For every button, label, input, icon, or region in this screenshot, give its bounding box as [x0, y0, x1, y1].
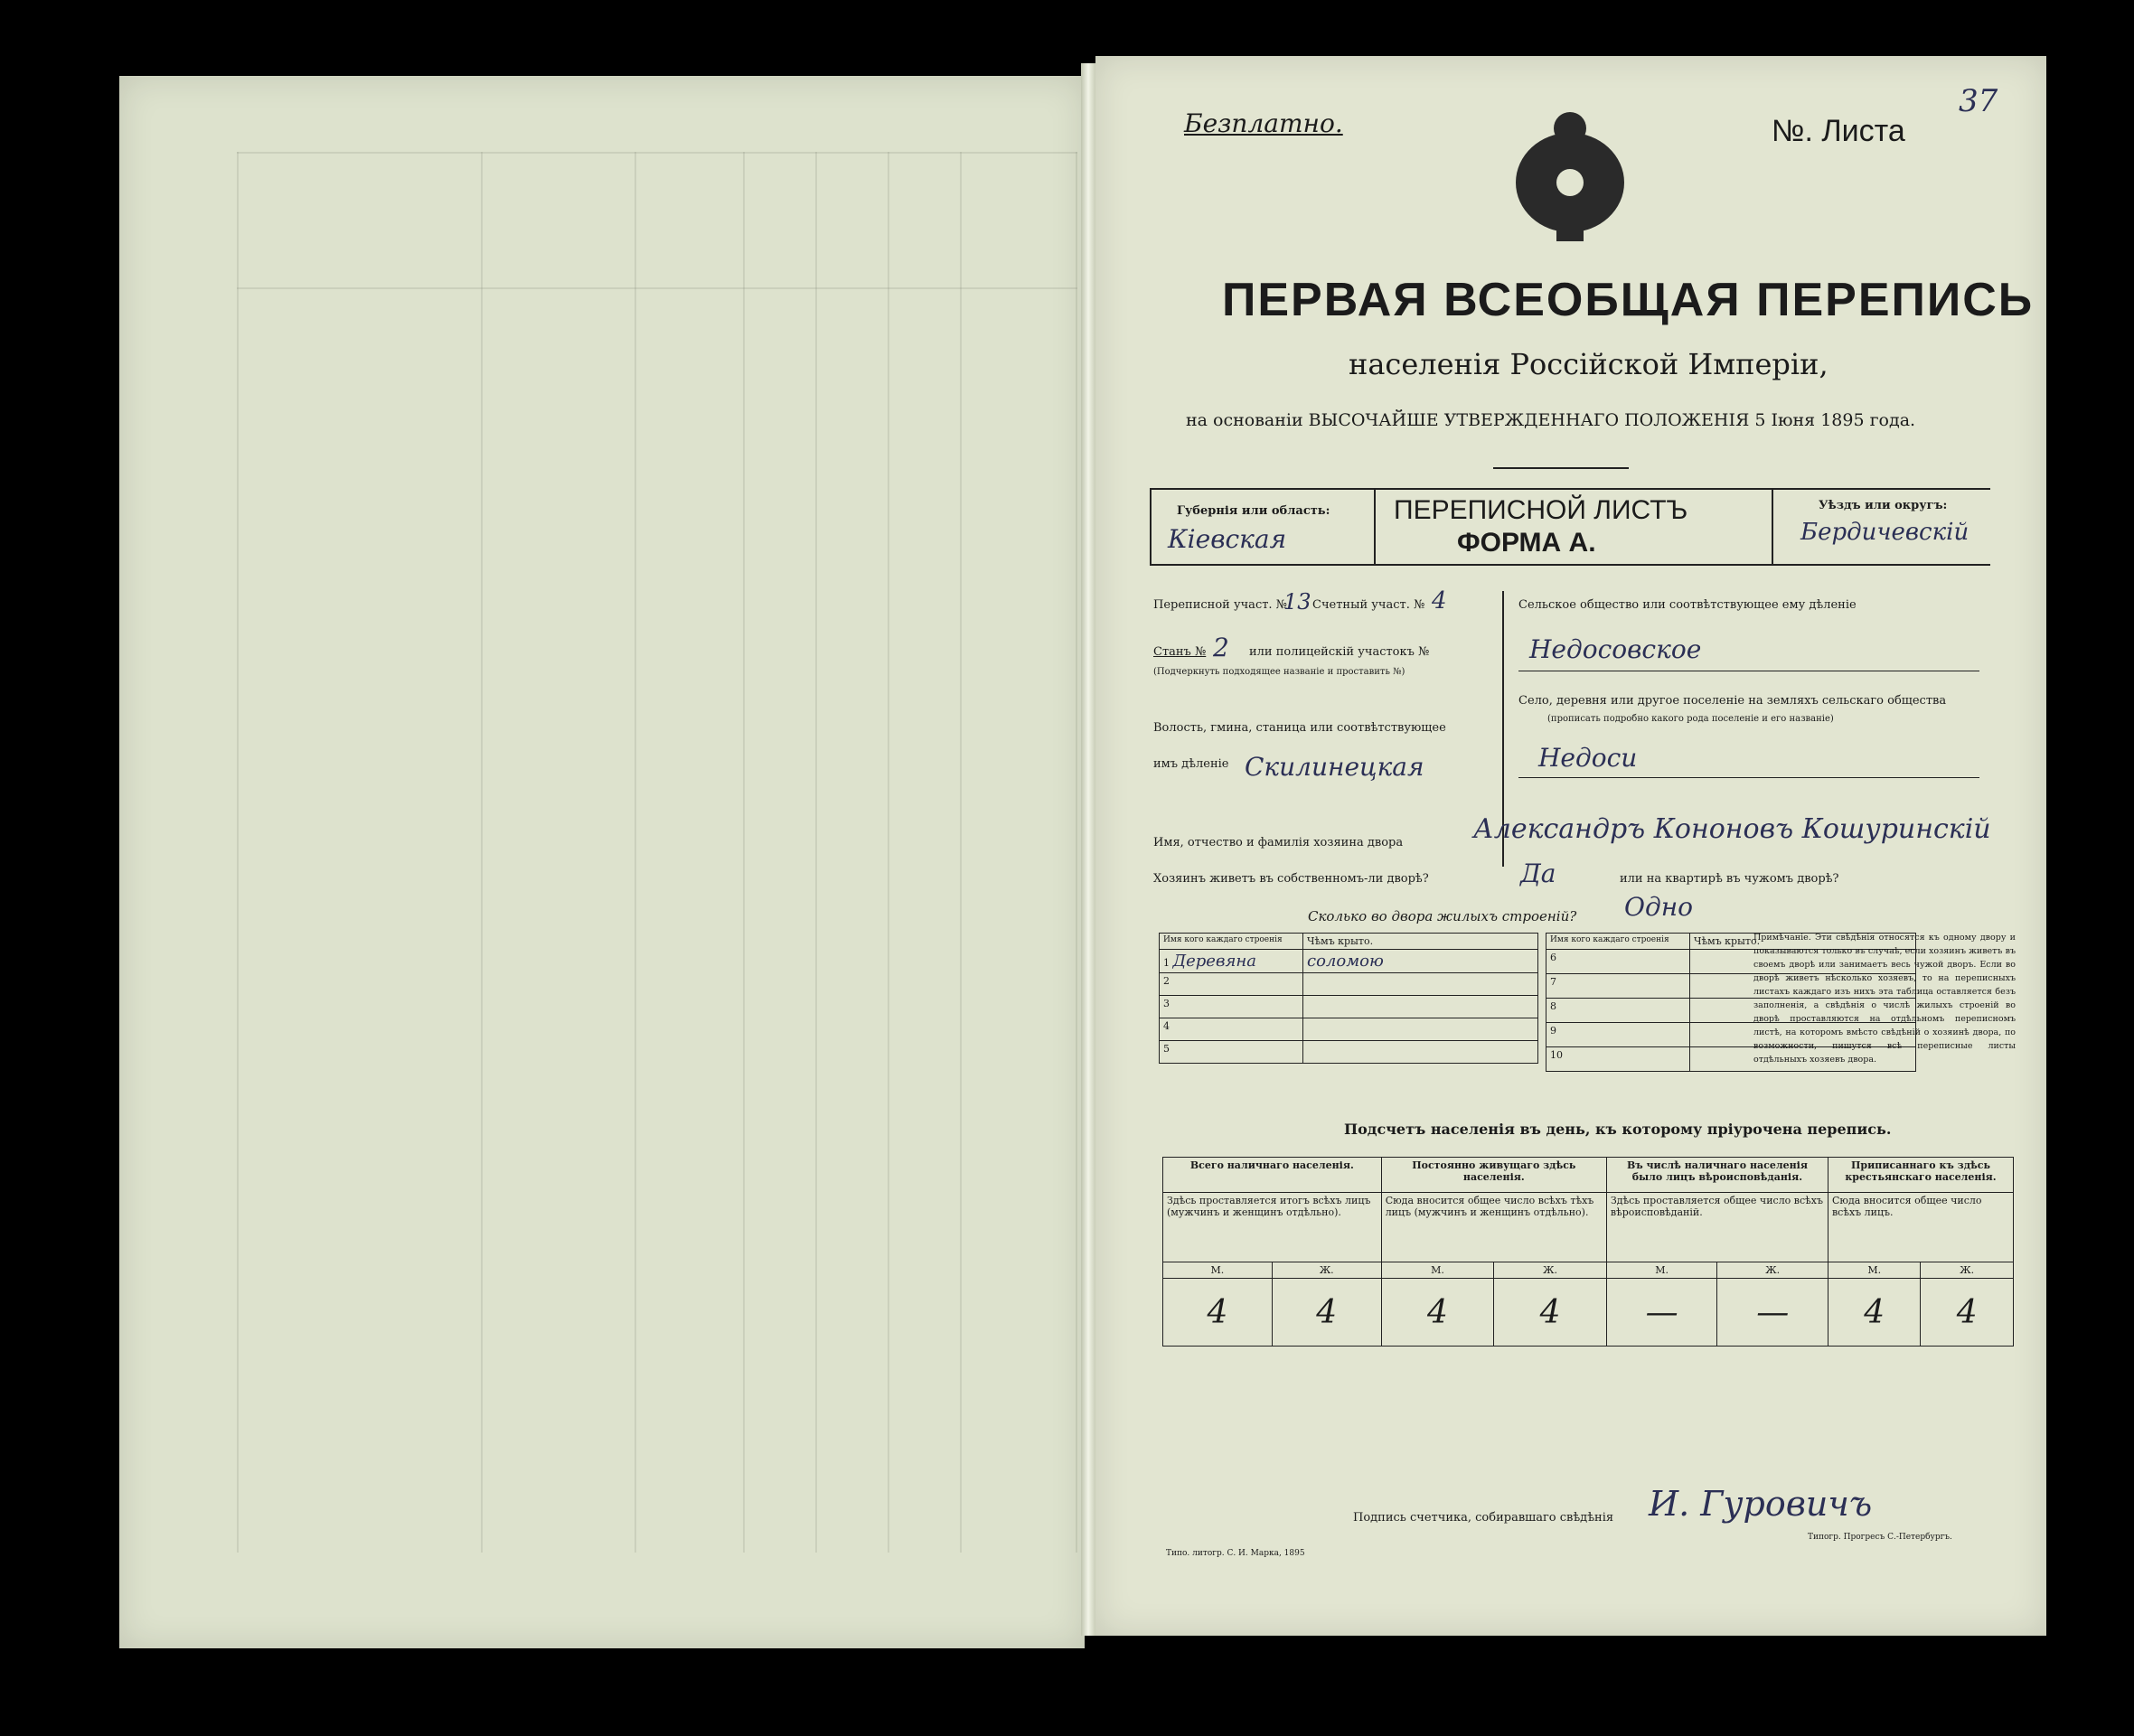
count-area-label: Счетный участ. №	[1312, 598, 1425, 612]
ornament-divider	[1493, 467, 1629, 469]
form-box-div1	[1374, 488, 1376, 566]
form-name: ФОРМА А.	[1457, 528, 1596, 558]
buildings-label: Сколько во двора жилыхъ строеній?	[1308, 908, 1577, 924]
village-value: Недоси	[1538, 743, 1638, 773]
table-row: 1 Деревяна соломою	[1160, 950, 1538, 973]
table-row: 4	[1160, 1018, 1538, 1041]
count-subheader-row: М. Ж. М. Ж. М. Ж. М. Ж.	[1163, 1262, 2014, 1279]
village-note: (прописать подробно какого рода поселеніе и его названіе)	[1547, 714, 1834, 724]
faint-table-grid	[237, 152, 1077, 1553]
rent-label: или на квартирѣ въ чужомъ дворѣ?	[1620, 872, 1839, 886]
printer-left: Типо. литогр. С. И. Марка, 1895	[1166, 1549, 1305, 1558]
police-label: или полицейскій участокъ №	[1249, 645, 1430, 659]
count-area-value: 4	[1432, 587, 1447, 615]
right-page	[1095, 56, 2046, 1636]
volost-value: Скилинецкая	[1245, 752, 1424, 782]
guberniya-value: Кіевская	[1168, 524, 1287, 554]
table-row: 7	[1546, 974, 1916, 999]
sheet-title: ПЕРЕПИСНОЙ ЛИСТЪ	[1394, 495, 1688, 525]
stan-value: 2	[1213, 633, 1229, 662]
village-line	[1518, 777, 1979, 778]
page-fold	[1081, 63, 1095, 1636]
form-box-left	[1150, 488, 1152, 566]
own-yard-label: Хозяинъ живетъ въ собственномъ-ли дворѣ?	[1153, 872, 1429, 886]
buildings-table-right: Имя кого каждаго строенія Чѣмъ крыто. 6 7 8 9 10	[1546, 933, 1916, 1072]
stan-label: Станъ №	[1153, 645, 1207, 659]
document-title: ПЕРВАЯ ВСЕОБЩАЯ ПЕРЕПИСЬ	[1222, 274, 2035, 326]
form-box-bottom	[1150, 564, 1990, 566]
sheet-number-value: 37	[1959, 83, 1998, 119]
count-values-row: 4 4 4 4 — — 4 4	[1163, 1279, 2014, 1347]
form-box-top	[1150, 488, 1990, 490]
village-label: Село, деревня или другое поселеніе на земляхъ сельскаго общества	[1518, 694, 1947, 708]
uezd-value: Бердичевскій	[1800, 519, 1969, 546]
buildings-table	[1159, 933, 1538, 1064]
form-box-div2	[1772, 488, 1773, 566]
count-table: Всего наличнаго населенія. Постоянно живущаго здѣсь населенія. Въ числѣ наличнаго населенія было лицъ вѣроисповѣданія. Приписаннаго къ здѣсь крестьянскаго населенія. Здѣсь проставляется итогъ всѣхъ лицъ (мужчинъ и женщинъ отдѣльно). Сюда вносится общее число всѣхъ тѣхъ лицъ (мужчинъ и женщинъ отдѣльно). Здѣсь проставляется общее число всѣхъ вѣроисповѣданій. Сюда вносится общее число всѣхъ лицъ. М. Ж. М. Ж. М. Ж. М. Ж. 4 4 4 4 — — 4 4	[1162, 1157, 2014, 1347]
police-note: (Подчеркнуть подходящее названіе и проставить №)	[1153, 667, 1405, 677]
buildings-value: Одно	[1624, 892, 1694, 922]
count-title: Подсчетъ населенія въ день, къ которому пріурочена перепись.	[1344, 1121, 1892, 1138]
owner-label: Имя, отчество и фамилія хозяина двора	[1153, 836, 1404, 849]
census-area-label: Переписной участ. №	[1153, 598, 1287, 612]
census-area-value: 13	[1283, 589, 1311, 615]
signature-value: И. Гуровичъ	[1649, 1484, 1873, 1524]
sheet-number-label: №. Листа	[1772, 114, 1905, 148]
table-row: 9	[1546, 1023, 1916, 1047]
own-yard-value: Да	[1520, 859, 1556, 888]
table-row: 5	[1160, 1041, 1538, 1064]
table-row: 3	[1160, 996, 1538, 1018]
guberniya-label: Губернія или область:	[1177, 504, 1330, 518]
left-page	[119, 76, 1085, 1648]
free-label: Безплатно.	[1184, 108, 1343, 138]
buildings-col-roof: Чѣмъ крыто.	[1303, 934, 1538, 950]
owner-value: Александръ Кононовъ Кошуринскій	[1473, 813, 1991, 845]
note-text: Примѣчаніе. Эти свѣдѣнія относятся къ одному двору и показываются только въ случаѣ, если хозяинъ живетъ въ своемъ дворѣ или занимаетъ весь чужой дворъ. Если во дворѣ живетъ нѣсколько хозяевъ, то на переписныхъ листахъ каждаго изъ нихъ эта таблица оставляется безъ заполненія, а свѣдѣнія о числѣ жилыхъ строеній во дворѣ проставляются на отдѣльномъ переписномъ листѣ, на которомъ вмѣсто свѣдѣній о хозяинѣ двора, по возможности, пишутся всѣ переписные листы отдѣльныхъ хозяевъ двора.	[1753, 933, 2016, 1065]
society-label: Сельское общество или соотвѣтствующее ему дѣленіе	[1518, 598, 1857, 612]
uezd-label: Уѣздъ или округъ:	[1819, 499, 1948, 512]
table-row: 8	[1546, 999, 1916, 1023]
table-row: 2	[1160, 973, 1538, 996]
document-subtitle: населенія Россійской Имперіи,	[1349, 347, 1828, 381]
volost-label: Волость, гмина, станица или соотвѣтствующее имъ дѣленіе	[1153, 721, 1446, 771]
society-value: Недосовское	[1529, 634, 1702, 664]
basis-line: на основаніи ВЫСОЧАЙШЕ УТВЕРЖДЕННАГО ПОЛОЖЕНІЯ 5 Іюня 1895 года.	[1186, 410, 1916, 430]
table-row: 6	[1546, 950, 1916, 974]
signature-label: Подпись счетчика, собиравшаго свѣдѣнія	[1353, 1511, 1614, 1525]
printer-right: Типогр. Прогресъ С.-Петербургъ.	[1808, 1533, 1952, 1542]
imperial-eagle-emblem	[1502, 101, 1638, 246]
table-row: 10	[1546, 1047, 1916, 1072]
buildings-col-name: Имя кого каждаго строенія	[1160, 934, 1303, 950]
